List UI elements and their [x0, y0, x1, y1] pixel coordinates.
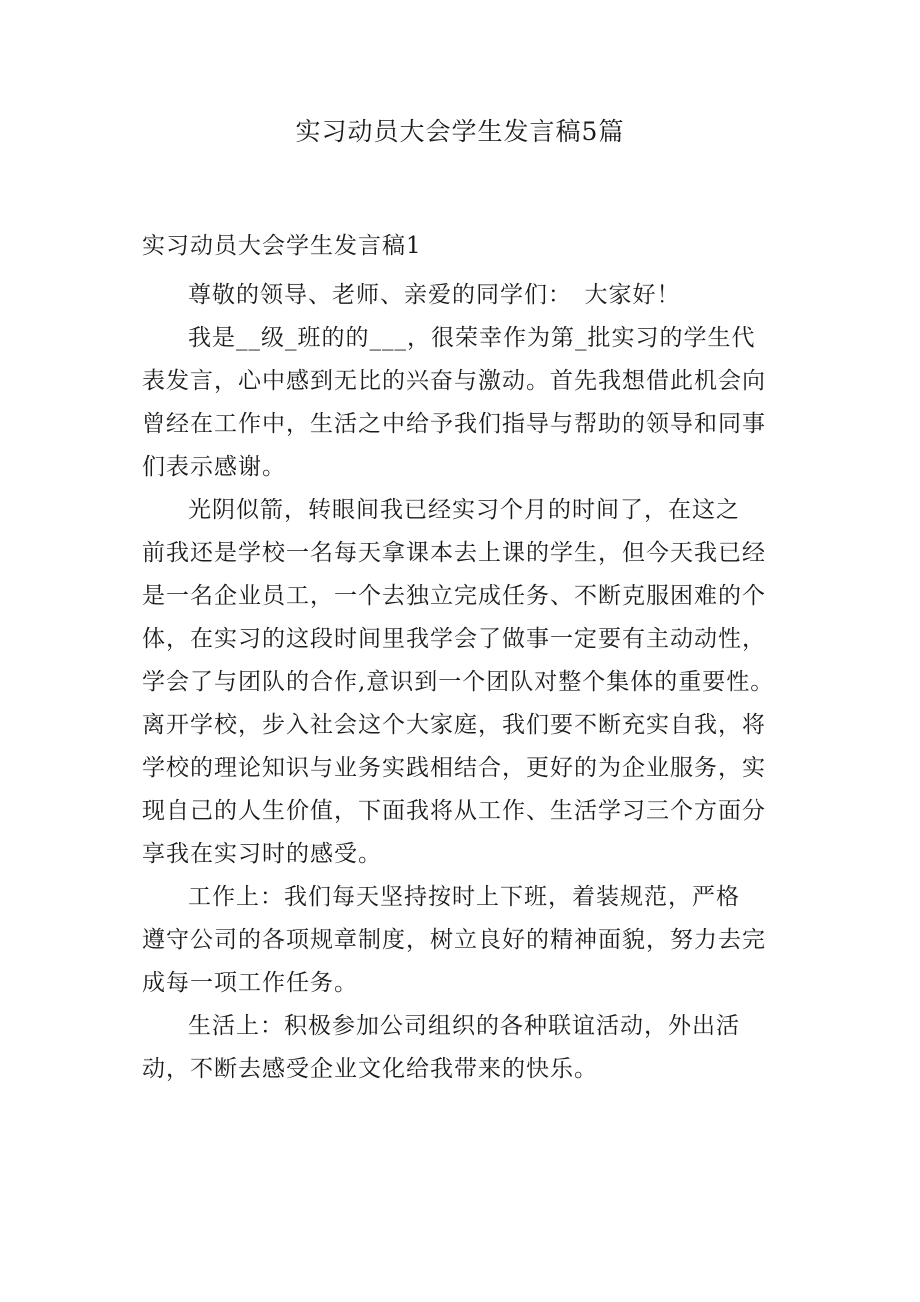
text-line: 表发言，心中感到无比的兴奋与激动。首先我想借此机会向	[142, 368, 766, 394]
text-line: 工作上：我们每天坚持按时上下班，着装规范，严格	[188, 884, 740, 910]
text-line: 前我还是学校一名每天拿课本去上课的学生，但今天我已经	[142, 540, 766, 566]
text-line: 体，在实习的这段时间里我学会了做事一定要有主动动性，	[142, 626, 766, 652]
text-line: 学会了与团队的合作,意识到一个团队对整个集体的重要性。	[142, 669, 775, 695]
paragraph-introduction	[142, 317, 782, 489]
text-line: 现自己的人生价值，下面我将从工作、生活学习三个方面分	[142, 798, 766, 824]
text-line: 遵守公司的各项规章制度，树立良好的精神面貌，努力去完	[142, 927, 766, 953]
text-line: 是一名企业员工，一个去独立完成任务、不断克服困难的个	[142, 583, 766, 609]
paragraph-experience	[142, 489, 782, 876]
text-line: 生活上：积极参加公司组织的各种联谊活动，外出活	[188, 1013, 740, 1039]
text-line: 动，不断去感受企业文化给我带来的快乐。	[142, 1056, 598, 1082]
text-line: 们表示感谢。	[142, 454, 286, 480]
paragraph-work	[142, 876, 782, 1005]
text-line: 尊敬的领导、老师、亲爱的同学们： 大家好！	[188, 282, 681, 308]
document-title: 实习动员大会学生发言稿5篇	[295, 117, 625, 146]
section-heading: 实习动员大会学生发言稿1	[142, 233, 422, 259]
text-line: 光阴似箭，转眼间我已经实习个月的时间了，在这之	[188, 497, 740, 523]
text-line: 学校的理论知识与业务实践相结合，更好的为企业服务，实	[142, 755, 766, 781]
text-line: 曾经在工作中，生活之中给予我们指导与帮助的领导和同事	[142, 411, 766, 437]
text-line: 成每一项工作任务。	[142, 970, 358, 996]
text-line: 享我在实习时的感受。	[142, 841, 382, 867]
paragraph-life	[142, 1005, 782, 1091]
paragraph-greeting	[142, 274, 782, 317]
document-body	[142, 274, 782, 1091]
text-line: 我是__级_班的的___，很荣幸作为第_批实习的学生代	[188, 325, 756, 351]
text-line: 离开学校，步入社会这个大家庭，我们要不断充实自我，将	[142, 712, 766, 738]
